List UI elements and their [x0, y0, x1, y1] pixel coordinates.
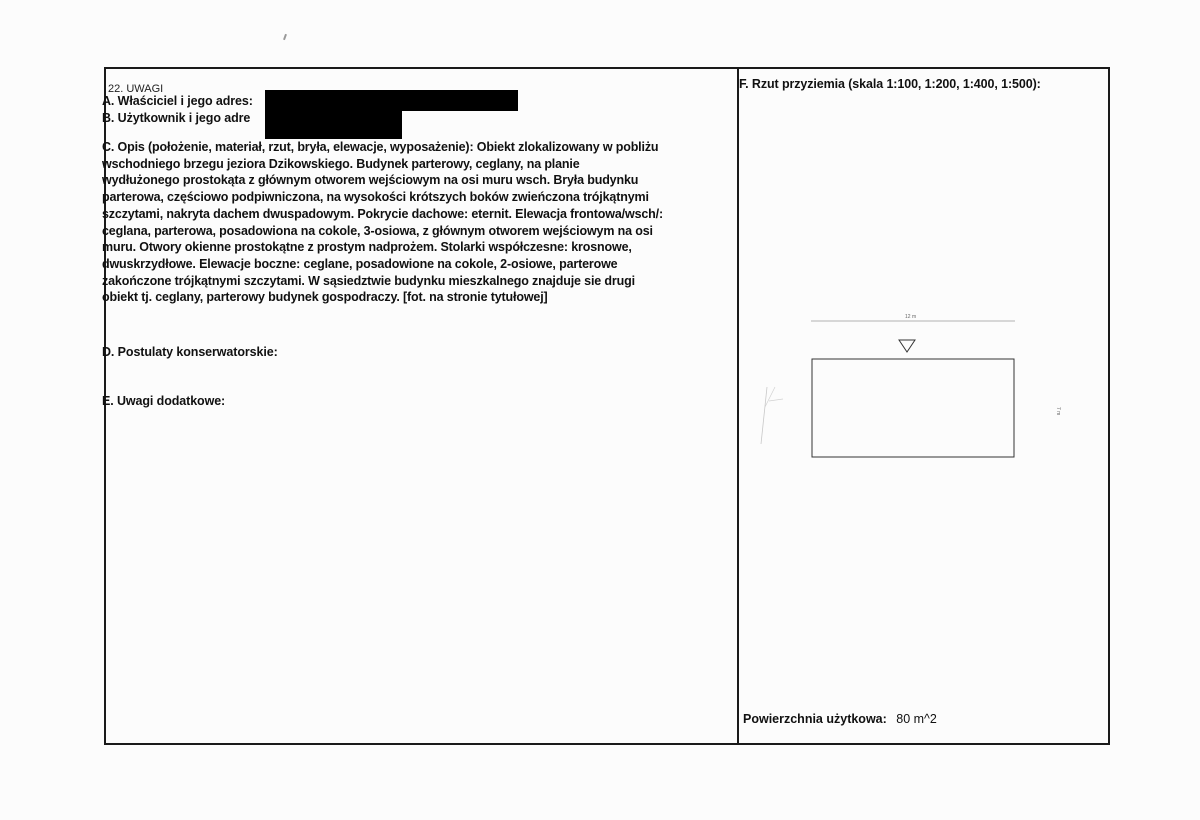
description-line: ceglana, parterowa, posadowiona na cokole, 3-osiowa, z głównym otworem wejściowym na osi — [102, 223, 653, 238]
description-line: wschodniego brzegu jeziora Dzikowskiego. Budynek parterowy, ceglany, na planie — [102, 156, 580, 171]
usable-area-value: 80 m^2 — [896, 712, 937, 726]
description-line: wydłużonego prostokąta z głównym otworem wejściowym na osi muru wsch. Bryła budynku — [102, 173, 639, 188]
pencil-mark — [769, 399, 783, 401]
floor-plan-column — [739, 69, 1108, 743]
usable-area — [743, 712, 937, 726]
description-line: szczytami, nakryta dachem dwuspadowym. Pokrycie dachowe: eternit. Elewacja frontowa/wsch/: — [102, 206, 663, 221]
description-text — [102, 139, 732, 306]
description-line: C. Opis (położenie, materiał, rzut, bryła, elewacje, wyposażenie): Obiekt zlokalizowany w pobliżu — [102, 140, 659, 154]
user-redaction — [265, 111, 402, 139]
description-line: parterowa, częściowo podpiwniczona, na wysokości krótszych boków zwieńczona trójkątnymi — [102, 190, 649, 205]
remarks-column — [100, 80, 736, 740]
width-dimension-label: 12 m — [905, 314, 917, 320]
floor-plan-drawing — [739, 69, 1108, 743]
entrance-triangle-icon — [899, 340, 915, 352]
user-label: B. Użytkownik i jego adre — [102, 111, 251, 125]
floor-plan-title: F. Rzut przyziemia (skala 1:100, 1:200, 1:400, 1:500): — [739, 77, 1041, 91]
owner-redaction — [265, 90, 518, 111]
owner-label: A. Właściciel i jego adres: — [102, 94, 253, 108]
depth-dimension-label: 7 m — [1055, 407, 1061, 416]
description-line: zakończone trójkątnymi szczytami. W sąsiedztwie budynku mieszkalnego znajduje sie drugi — [102, 273, 635, 288]
pencil-mark — [761, 387, 767, 444]
section-number: 22. UWAGI — [108, 83, 164, 95]
additional-remarks-label: E. Uwagi dodatkowe: — [102, 394, 226, 408]
description-line: dwuskrzydłowe. Elewacje boczne: ceglane, posadowione na cokole, 2-osiowe, parterowe — [102, 256, 618, 271]
postulates-label: D. Postulaty konserwatorskie: — [102, 345, 278, 359]
usable-area-label: Powierzchnia użytkowa: — [743, 712, 887, 726]
scan-artifact — [283, 34, 287, 40]
description-line: muru. Otwory okienne prostokątne z prostym nadprożem. Stolarki współczesne: krosnowe, — [102, 240, 632, 255]
description-line: obiekt tj. ceglany, parterowy budynek gospodraczy. [fot. na stronie tytułowej] — [102, 290, 548, 305]
building-outline — [812, 359, 1014, 457]
